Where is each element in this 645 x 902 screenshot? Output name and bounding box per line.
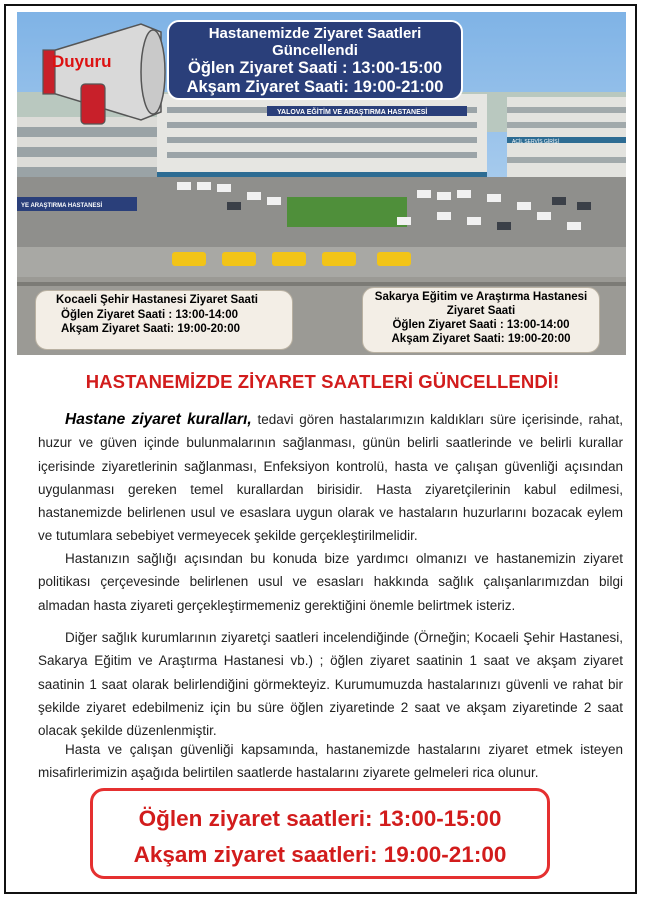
banner-title-line2: Güncellendi — [272, 42, 358, 59]
megaphone-icon — [41, 22, 171, 127]
callout-noon: Öğlen ziyaret saatleri: 13:00-15:00 — [138, 806, 502, 831]
callout-evening: Akşam ziyaret saatleri: 19:00-21:00 — [133, 842, 507, 867]
sakarya-evening: Akşam Ziyaret Saati: 19:00-20:00 — [391, 333, 571, 345]
announcement-badge: Duyuru — [52, 52, 112, 71]
banner-title-line1: Hastanemizde Ziyaret Saatleri — [208, 25, 422, 42]
building-sign: YALOVA EĞİTİM VE ARAŞTIRMA HASTANESİ — [277, 109, 428, 116]
visiting-hours-callout — [90, 788, 550, 879]
sakarya-title-line1: Sakarya Eğitim ve Araştırma Hastanesi — [374, 291, 588, 303]
page-headline: HASTANEMİZDE ZİYARET SAATLERİ GÜNCELLENDİ! — [85, 371, 560, 392]
paragraph-comparison — [38, 626, 623, 742]
paragraph-request-text: Hasta ve çalışan güvenliği kapsamında, hastanemizde hastalarını ziyaret etmek isteyen misafirlerimizin aşağıda belirtilen saatlerde hastalarını ziyarete gelmeleri rica olunur. — [38, 742, 623, 781]
sakarya-hours-box — [362, 287, 600, 353]
sakarya-title-line2: Ziyaret Saati — [446, 304, 516, 317]
banner-noon-hours: Öğlen Ziyaret Saati : 13:00-15:00 — [187, 59, 443, 77]
kocaeli-noon: Öğlen Ziyaret Saati : 13:00-14:00 — [61, 308, 239, 321]
paragraph-rules-text: tedavi gören hastalarımızın kaldıkları süre içerisinde, rahat, huzur ve güven içinde bulunmalarının sağlanması, günün belirli saatlerinde ve belirli kurallar içerisinde ziyaretlerinin sağlanması, Enfeksiyon kontrolü, hasta ve çalışan güvenliği açısından uygulanması gereken temel kurallardan birisidir. Hasta ziyaretçilerinin kabul edilmesi, hastanemizde belirlenen usul ve esaslara uygun olarak ve hastaların huzurlarını bozacak eylem ve tutumlara sebebiyet vermeyecek şekilde gerçekleştirilmelidir. — [38, 412, 623, 544]
kocaeli-evening: Akşam Ziyaret Saati: 19:00-20:00 — [61, 322, 240, 335]
visiting-hours-banner — [167, 20, 463, 100]
hospital-photo-banner — [17, 12, 626, 355]
kocaeli-hours-box — [35, 290, 293, 350]
paragraph-lead: Hastane ziyaret kuralları, — [65, 411, 252, 428]
paragraph-comparison-text: Diğer sağlık kurumlarının ziyaretçi saatleri incelendiğinde (Örneğin; Kocaeli Şehir Hastanesi, Sakarya Eğitim ve Araştırma Hastanesi vb.) ; öğlen ziyaret saatinin 1 saat ve akşam ziyaret saatinin 1 saat olarak belirlendiğini görmekteyiz. Kurumumuzda hastalarınızı güvenli ve rahat bir şekilde ziyaret edebilmeniz için bu süre öğlen ziyaretinde 2 saat ve akşam ziyaretinde 2 saat olacak şekilde düzenlenmiştir. — [38, 630, 623, 739]
paragraph-rules — [38, 408, 623, 548]
building-sign-2: YE ARAŞTIRMA HASTANESİ — [21, 203, 103, 209]
emergency-sign: ACİL SERVİS GİRİŞİ — [512, 139, 559, 145]
paragraph-request — [38, 738, 623, 785]
paragraph-policy — [38, 547, 623, 617]
banner-evening-hours: Akşam Ziyaret Saati: 19:00-21:00 — [186, 78, 444, 96]
sakarya-noon: Öğlen Ziyaret Saati : 13:00-14:00 — [392, 319, 570, 331]
kocaeli-title: Kocaeli Şehir Hastanesi Ziyaret Saati — [56, 294, 258, 306]
paragraph-policy-text: Hastanızın sağlığı açısından bu konuda bize yardımcı olmanızı ve hastanemizin ziyaret politikası çerçevesinde belirlenen usul ve esasları hakkında sağlık çalışanlarımızdan bilgi almadan hasta ziyareti gerçekleştirmemeniz gerektiğini önemle belirtmek isteriz. — [38, 551, 623, 613]
